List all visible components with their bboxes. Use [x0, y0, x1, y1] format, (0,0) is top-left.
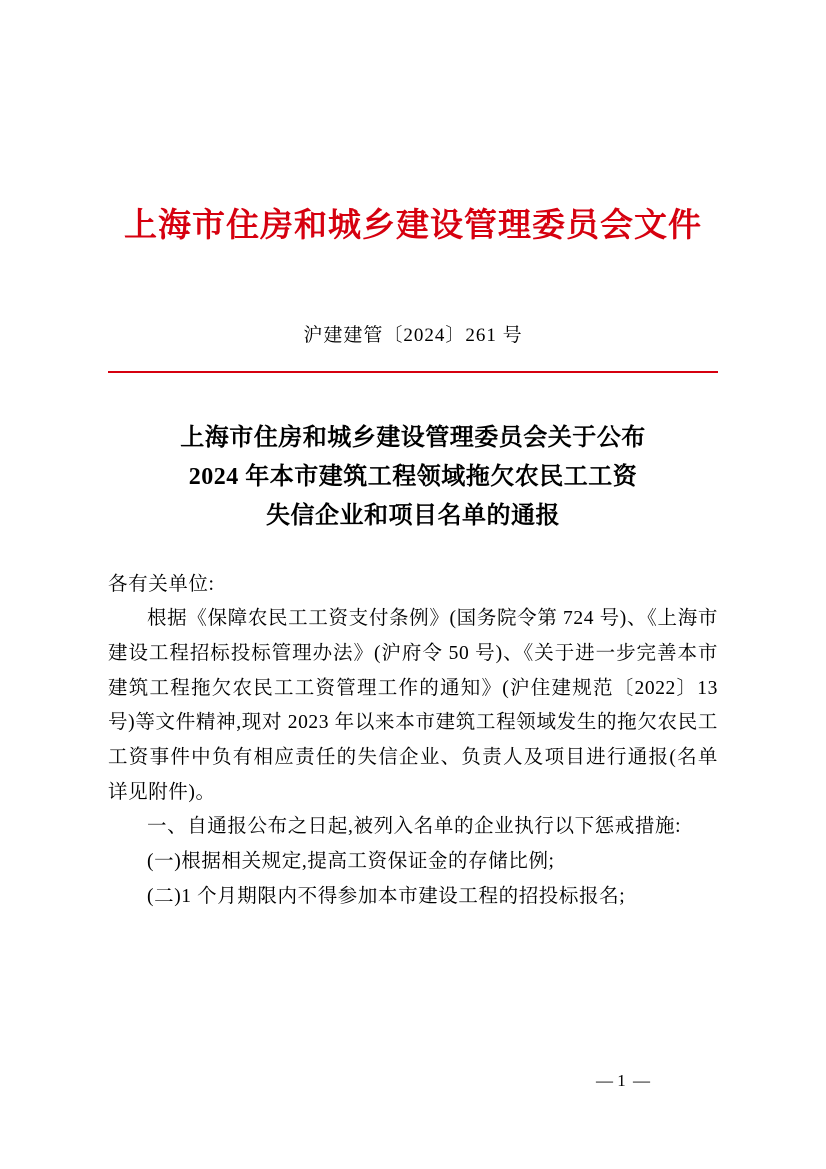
document-title-line-3: 失信企业和项目名单的通报 — [266, 502, 560, 529]
red-divider-rule — [108, 371, 718, 373]
document-title — [108, 419, 718, 536]
page-footer — [0, 1071, 826, 1091]
document-title-line-2: 2024 年本市建筑工程领域拖欠农民工工资 — [188, 463, 638, 490]
body-paragraph-2: 一、自通报公布之日起,被列入名单的企业执行以下惩戒措施: — [147, 816, 682, 838]
document-title-line-1: 上海市住房和城乡建设管理委员会关于公布 — [180, 424, 646, 451]
document-body — [108, 568, 718, 915]
body-paragraph-4: (二)1 个月期限内不得参加本市建设工程的招投标报名; — [147, 885, 626, 907]
salutation: 各有关单位: — [108, 573, 215, 595]
footer-dash-left: — — [596, 1071, 613, 1090]
body-paragraph-3: (一)根据相关规定,提高工资保证金的存储比例; — [147, 851, 555, 873]
document-number: 沪建建管〔2024〕261 号 — [303, 324, 523, 346]
document-header-title: 上海市住房和城乡建设管理委员会文件 — [124, 208, 702, 244]
footer-page-number: 1 — [617, 1071, 629, 1090]
footer-dash-right: — — [633, 1071, 650, 1090]
body-paragraph-1: 根据《保障农民工工资支付条例》(国务院令第 724 号)、《上海市建设工程招标投标管理办法》(沪府令 50 号)、《关于进一步完善本市建筑工程拖欠农民工工资管理工作的通知》(沪住建规范〔2022〕13 号)等文件精神,现对 2023 年以来本市建筑工程领域发生的拖欠农民工工资事件中负有相应责任的失信企业、负责人及项目进行通报(名单详见附件)。 — [108, 608, 718, 803]
